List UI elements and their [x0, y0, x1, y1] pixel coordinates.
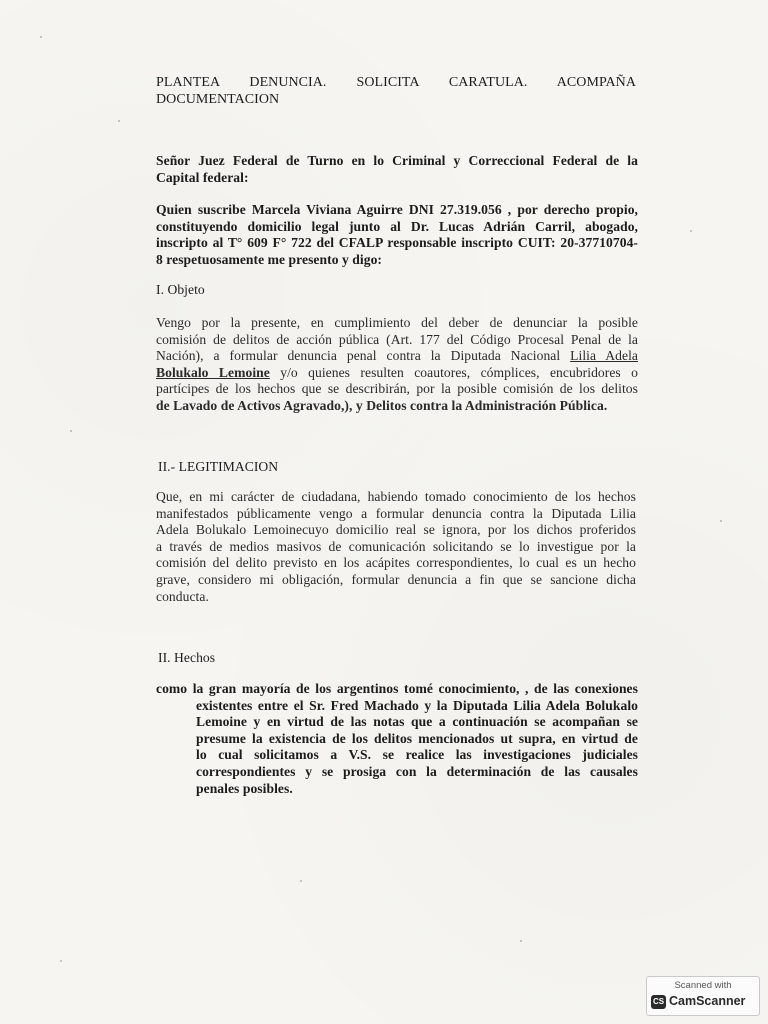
- accused-name: Lilia Adela: [570, 348, 638, 364]
- scan-speck: [720, 520, 722, 522]
- intro-line: 8 respetuosamente me presento y digo:: [156, 251, 382, 267]
- legitimacion-line: grave, considero mi obligación, formular denuncia a fin que se sancione dicha: [156, 571, 636, 587]
- camscanner-logo-icon: CS: [651, 995, 666, 1009]
- hechos-line: presume la existencia de los delitos mencionados ut supra, en virtud de: [196, 730, 638, 746]
- legitimacion-line: a través de medios masivos de comunicación solicitando se lo investigue por la: [156, 538, 636, 554]
- scan-speck: [60, 960, 62, 962]
- title-word: SOLICITA: [356, 75, 419, 90]
- objeto-line: partícipes de los hechos que se describirán, por la posible comisión de los delitos: [156, 381, 638, 397]
- document-title: [156, 74, 636, 108]
- scan-speck: [300, 880, 302, 882]
- legitimacion-line: comisión del delito previsto en los acápites correspondientes, lo cual es un hecho: [156, 555, 636, 571]
- hechos-line: penales posibles.: [196, 780, 293, 796]
- objeto-text: Nación), a formular denuncia penal contra la Diputada Nacional: [156, 348, 561, 364]
- hechos-line: Lemoine y en virtud de las notas que a continuación se acompañan se: [196, 714, 638, 730]
- scan-speck: [690, 230, 692, 232]
- hechos-paragraph: [156, 681, 638, 797]
- camscanner-watermark: [646, 976, 760, 1016]
- title-line-2: DOCUMENTACION: [156, 92, 280, 107]
- hechos-line: como la gran mayoría de los argentinos tomé conocimiento, , de las conexiones: [156, 681, 638, 696]
- scan-speck: [40, 36, 42, 38]
- hechos-line: existentes entre el Sr. Fred Machado y la Diputada Lilia Adela Bolukalo: [196, 697, 638, 713]
- salutation: [156, 153, 638, 186]
- legitimacion-line: Que, en mi carácter de ciudadana, habiendo tomado conocimiento de los hechos: [156, 489, 636, 504]
- section-heading-legitimacion: II.- LEGITIMACION: [158, 459, 279, 474]
- hechos-line: lo cual solicitamos a V.S. se realice las investigaciones judiciales: [196, 747, 638, 763]
- section-heading-objeto: I. Objeto: [156, 282, 205, 297]
- intro-paragraph: [156, 202, 638, 268]
- accused-name: Bolukalo Lemoine: [156, 364, 270, 380]
- scan-speck: [520, 940, 522, 942]
- objeto-line: [156, 348, 638, 365]
- salutation-line: Capital federal:: [156, 169, 249, 185]
- scan-speck: [70, 430, 72, 432]
- title-word: ACOMPAÑA: [556, 75, 636, 90]
- watermark-brand: CamScanner: [669, 994, 746, 1008]
- objeto-line: comisión de delitos de acción pública (Art. 177 del Código Procesal Penal de la: [156, 331, 638, 347]
- intro-line: constituyendo domicilio legal junto al Dr. Lucas Adrián Carril, abogado,: [156, 218, 638, 234]
- objeto-line: de Lavado de Activos Agravado,), y Delitos contra la Administración Pública.: [156, 397, 608, 413]
- legitimacion-line: Adela Bolukalo Lemoinecuyo domicilio real se ignora, por los dichos proferidos: [156, 522, 636, 538]
- title-word: DENUNCIA.: [249, 75, 327, 90]
- title-word: CARATULA.: [448, 75, 528, 90]
- objeto-paragraph: [156, 315, 638, 415]
- watermark-caption: Scanned with: [674, 980, 732, 991]
- objeto-text: y/o quienes resulten coautores, cómplices, encubridores o: [280, 364, 639, 380]
- legitimacion-line: conducta.: [156, 588, 209, 604]
- objeto-line: [156, 365, 638, 382]
- title-line-1: [156, 74, 636, 91]
- section-heading-hechos: II. Hechos: [158, 650, 216, 665]
- intro-line: Quien suscribe Marcela Viviana Aguirre DNI 27.319.056 , por derecho propio,: [156, 202, 638, 217]
- legitimacion-line: manifestados públicamente vengo a formular denuncia contra la Diputada Lilia: [156, 505, 636, 521]
- legitimacion-paragraph: [156, 489, 636, 605]
- hechos-line: correspondientes y se prosiga con la determinación de las causales: [196, 763, 638, 779]
- intro-line: inscripto al T° 609 F° 722 del CFALP responsable inscripto CUIT: 20-37710704-: [156, 235, 638, 251]
- salutation-line: Señor Juez Federal de Turno en lo Criminal y Correccional Federal de la: [156, 153, 638, 168]
- scan-speck: [118, 120, 120, 122]
- title-word: PLANTEA: [156, 75, 220, 90]
- objeto-line: Vengo por la presente, en cumplimiento del deber de denunciar la posible: [156, 315, 638, 330]
